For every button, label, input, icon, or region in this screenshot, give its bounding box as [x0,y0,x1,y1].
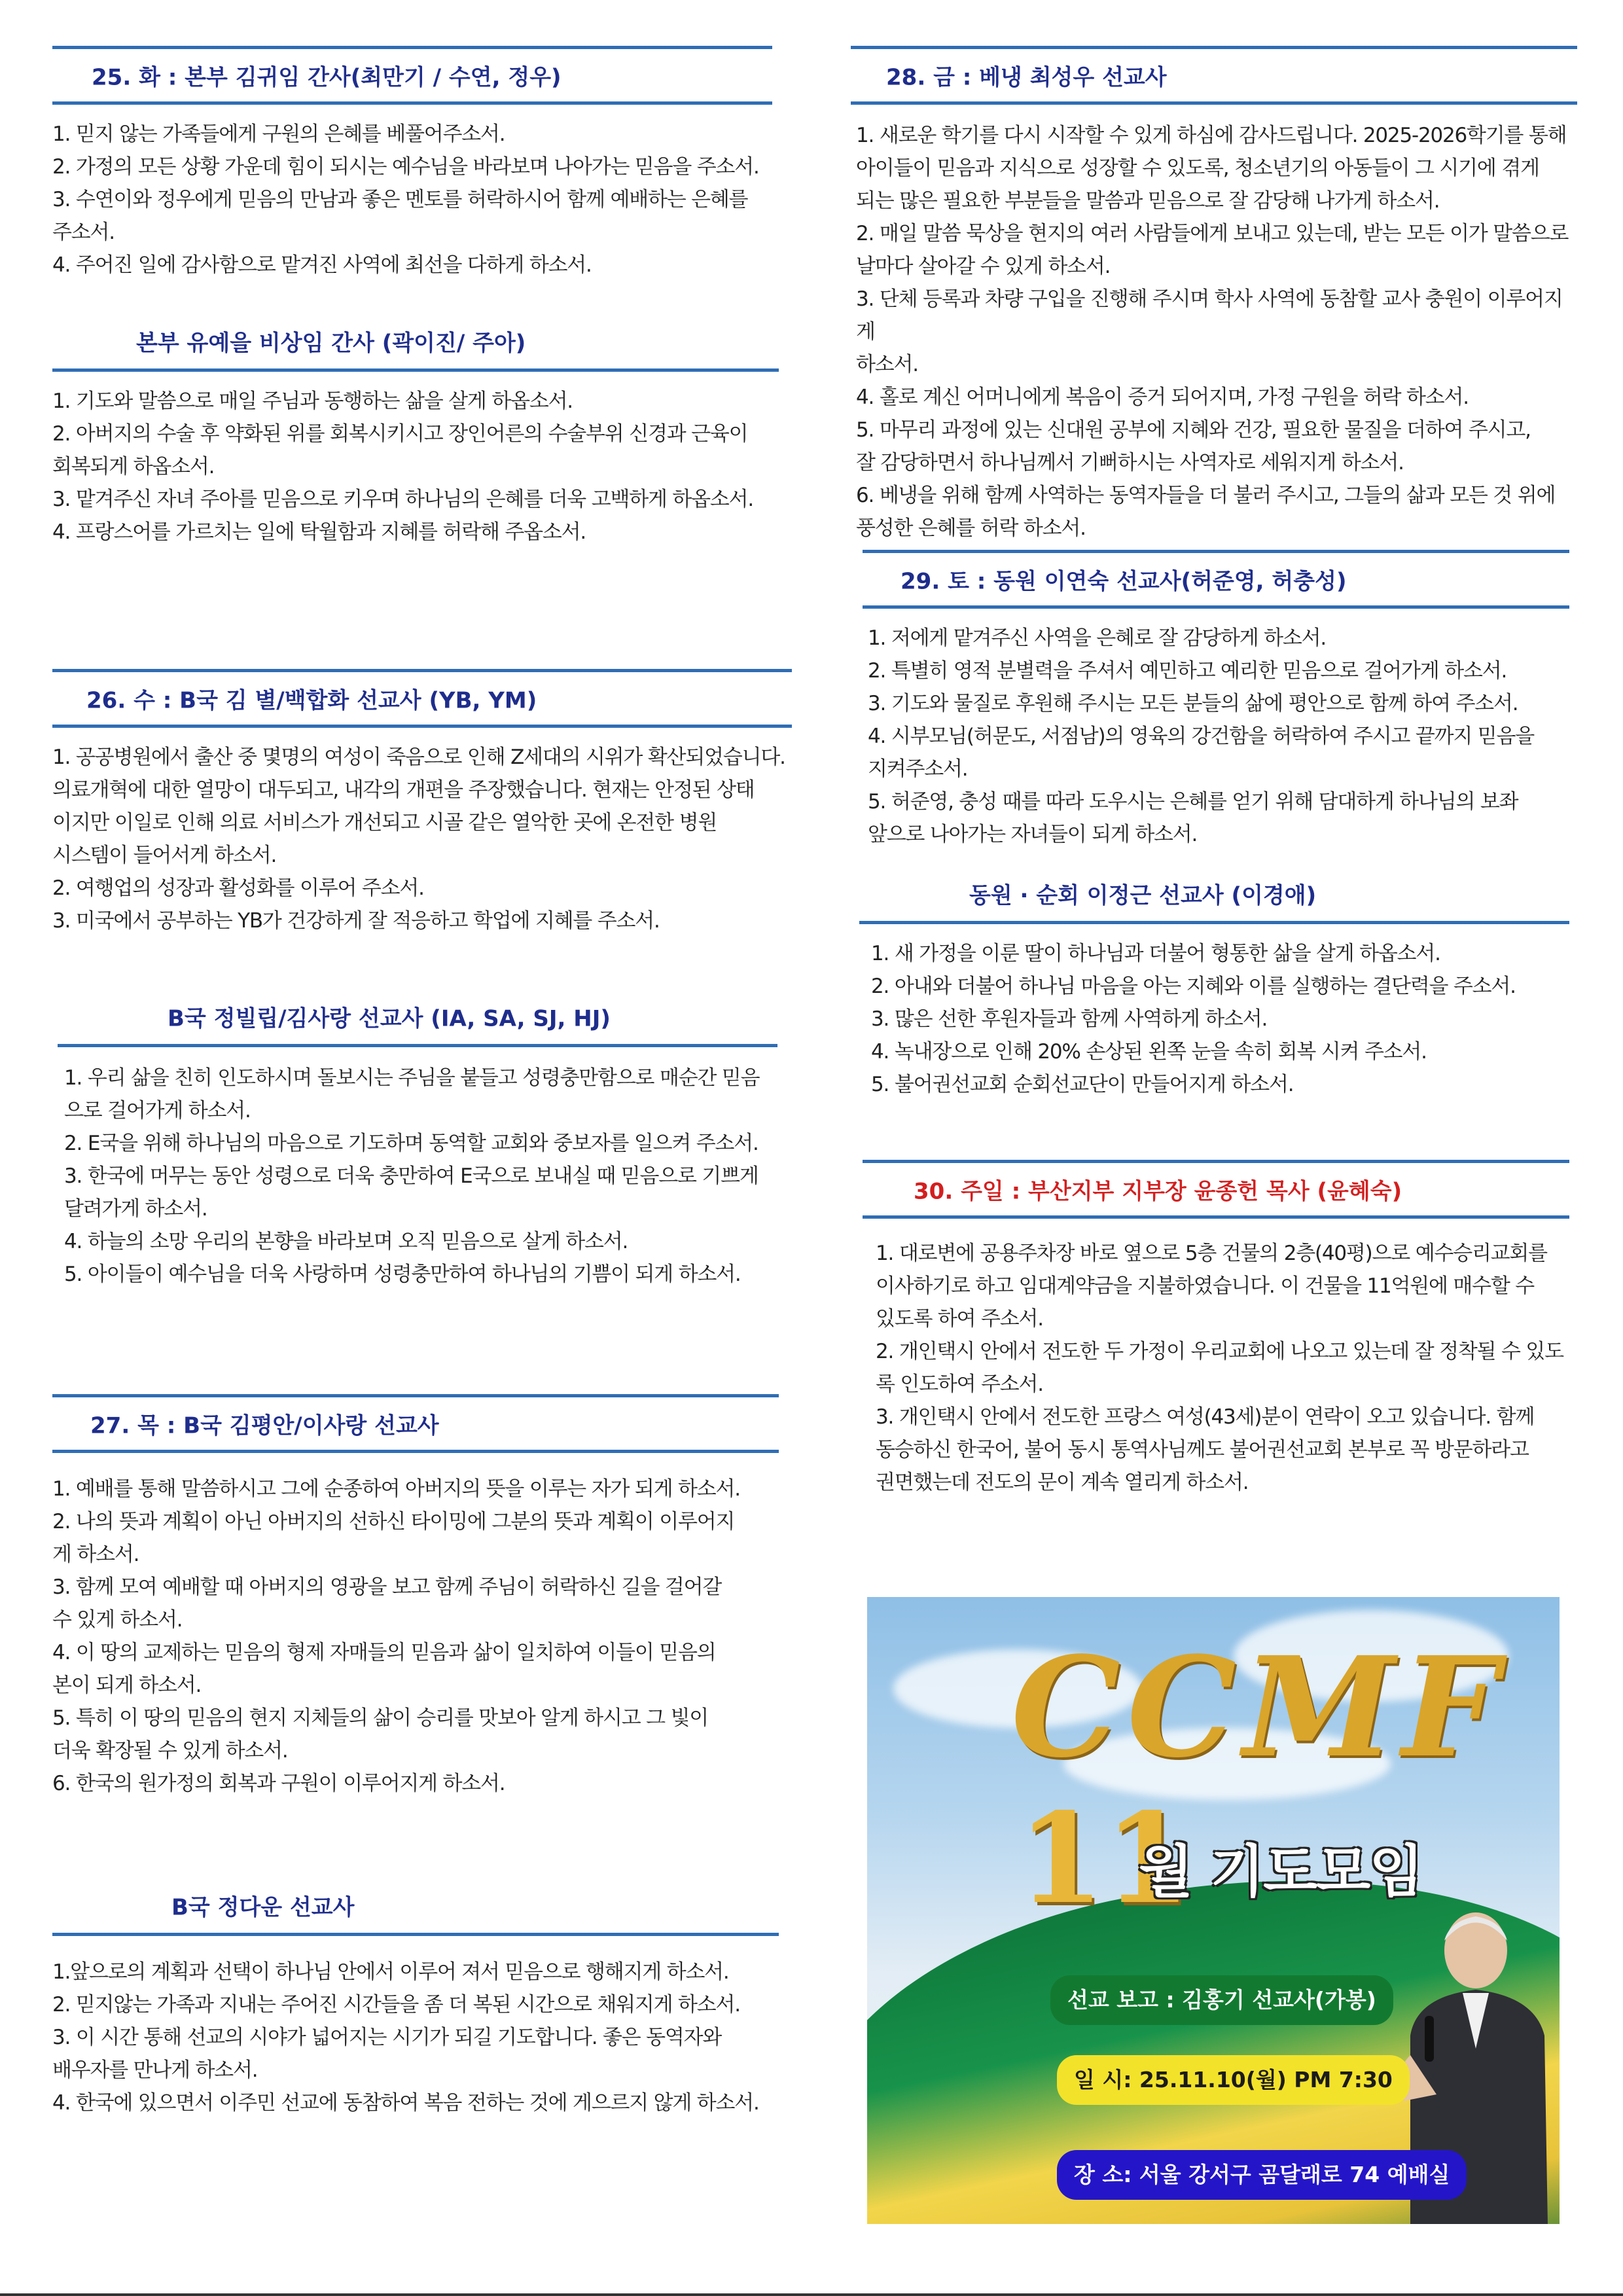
list-item: 6. 한국의 원가정의 회복과 구원이 이루어지게 하소서. [52,1772,505,1795]
list-item: 3. 단체 등록과 차량 구입을 진행해 주시며 학사 사역에 동참할 교사 충원이 이루어지게 하소서. [856,287,1563,376]
list-item: 1. 기도와 말씀으로 매일 주님과 동행하는 삶을 살게 하옵소서. [52,389,573,413]
section-header [851,46,1577,105]
list-item: 1. 저에게 맡겨주신 사역을 은혜로 잘 감당하게 하소서. [868,626,1327,650]
section-30 [863,1160,1569,1499]
list-item: 4. 프랑스어를 가르치는 일에 탁월함과 지혜를 허락해 주옵소서. [52,520,586,544]
section-27 [52,1394,779,1800]
list-item: 3. 개인택시 안에서 전도한 프랑스 여성(43세)분이 연락이 오고 있습니다. 함께 동승하신 한국어, 불어 동시 통역사님께도 불어권선교회 본부로 꼭 방문하라고 권면했는데 전도의 문이 계속 열리게 하소서. [876,1405,1535,1494]
section-header [52,46,772,105]
section-28 [851,46,1577,545]
section-header [859,865,1569,924]
list-item: 2. 여행업의 성장과 활성화를 이루어 주소서. [52,876,424,900]
prayer-list [856,119,1577,545]
prayer-list [876,1237,1569,1499]
list-item: 1. 새로운 학기를 다시 시작할 수 있게 하심에 감사드립니다. 2025-2026학기를 통해 아이들이 믿음과 지식으로 성장할 수 있도록, 청소년기의 아동들이 그 시기에 겪게 되는 많은 필요한 부분들을 말씀과 믿음으로 잘 감당해 나가게 하소서. [856,124,1567,213]
list-item: 3. 맡겨주신 자녀 주아를 믿음으로 키우며 하나님의 은혜를 더욱 고백하게 하옵소서. [52,488,753,511]
section-title: 28. 금 : 베냉 최성우 선교사 [886,64,1167,91]
list-item: 4. 한국에 있으면서 이주민 선교에 동참하여 복음 전하는 것에 게으르지 않게 하소서. [52,2091,759,2115]
list-item: 5. 마무리 과정에 있는 신대원 공부에 지혜와 건강, 필요한 물질을 더하여 주시고, 잘 감당하면서 하나님께서 기뻐하시는 사역자로 세워지게 하소서. [856,418,1531,475]
report-badge: 선교 보고 : 김홍기 선교사(가봉) [1050,1975,1393,2025]
list-item: 2. 개인택시 안에서 전도한 두 가정이 우리교회에 나오고 있는데 잘 정착될 수 있도 록 인도하여 주소서. [876,1340,1563,1396]
list-item: 2. 특별히 영적 분별력을 주셔서 예민하고 예리한 믿음으로 걸어가게 하소서. [868,659,1507,683]
list-item: 3. 함께 모여 예배할 때 아버지의 영광을 보고 함께 주님이 허락하신 길을 걸어갈 수 있게 하소서. [52,1575,722,1632]
section-title: 27. 목 : B국 김평안/이사랑 선교사 [90,1412,439,1439]
ccmf-logo: CCMF [1011,1626,1506,1788]
section-header [52,313,779,372]
list-item: 3. 기도와 물질로 후원해 주시는 모든 분들의 삶에 평안으로 함께 하여 주소서. [868,692,1518,715]
list-item: 4. 이 땅의 교제하는 믿음의 형제 자매들의 믿음과 삶이 일치하여 이들이 믿음의 본이 되게 하소서. [52,1641,716,1697]
list-item: 2. 믿지않는 가족과 지내는 주어진 시간들을 좀 더 복된 시간으로 채워지게 하소서. [52,1993,740,2017]
list-item: 1.앞으로의 계획과 선택이 하나님 안에서 이루어 져서 믿음으로 행해지게 하소서. [52,1960,729,1984]
section-header [52,669,792,728]
list-item: 5. 허준영, 충성 때를 따라 도우시는 은혜를 얻기 위해 담대하게 하나님의 보좌 앞으로 나아가는 자녀들이 되게 하소서. [868,790,1518,846]
section-25b [52,313,779,548]
prayer-list [871,937,1569,1101]
section-26b [58,988,777,1291]
list-item: 1. 믿지 않는 가족들에게 구원의 은혜를 베풀어주소서. [52,122,505,146]
section-27b [52,1877,779,2119]
list-item: 1. 우리 삶을 친히 인도하시며 돌보시는 주님을 붙들고 성령충만함으로 매순간 믿음 으로 걸어가게 하소서. [64,1066,760,1122]
list-item: 5. 특히 이 땅의 믿음의 현지 지체들의 삶이 승리를 맛보아 알게 하시고 그 빛이 더욱 확장될 수 있게 하소서. [52,1706,709,1763]
list-item: 4. 주어진 일에 감사함으로 맡겨진 사역에 최선을 다하게 하소서. [52,253,592,277]
prayer-list [52,1473,779,1800]
list-item: 2. 나의 뜻과 계획이 아닌 아버지의 선하신 타이밍에 그분의 뜻과 계획이 이루어지 게 하소서. [52,1510,735,1566]
prayer-list [868,622,1569,851]
section-header [863,1160,1569,1219]
section-title: B국 정다운 선교사 [171,1894,355,1920]
list-item: 1. 예배를 통해 말씀하시고 그에 순종하여 아버지의 뜻을 이루는 자가 되게 하소서. [52,1477,740,1501]
section-26 [52,669,792,937]
section-25 [52,46,772,281]
list-item: 4. 녹내장으로 인해 20% 손상된 왼쪽 눈을 속히 회복 시켜 주소서. [871,1040,1427,1064]
month-number: 11 [1018,1785,1191,1931]
section-title: 29. 토 : 동원 이연숙 선교사(허준영, 허충성) [901,568,1347,595]
datetime-badge: 일 시: 25.11.10(월) PM 7:30 [1057,2055,1410,2105]
section-title: 동원 · 순회 이정근 선교사 (이경애) [969,882,1317,908]
list-item: 2. 아버지의 수술 후 약화된 위를 회복시키시고 장인어른의 수술부위 신경과 근육이 회복되게 하옵소서. [52,422,748,478]
section-title: 25. 화 : 본부 김귀임 간사(최만기 / 수연, 정우) [92,64,562,91]
section-29b [859,865,1569,1101]
section-title: 26. 수 : B국 김 별/백합화 선교사 (YB, YM) [86,687,537,714]
prayer-list [52,118,772,281]
list-item: 1. 대로변에 공용주차장 바로 옆으로 5층 건물의 2층(40평)으로 예수승리교회를 이사하기로 하고 임대계약금을 지불하였습니다. 이 건물을 11억원에 매수할 수 있도록 하여 주소서. [876,1242,1547,1331]
list-item: 6. 베냉을 위해 함께 사역하는 동역자들을 더 불러 주시고, 그들의 삶과 모든 것 위에 풍성한 은혜를 허락 하소서. [856,484,1556,540]
list-item: 5. 아이들이 예수님을 더욱 사랑하며 성령충만하여 하나님의 기쁨이 되게 하소서. [64,1263,741,1286]
list-item: 2. E국을 위해 하나님의 마음으로 기도하며 동역할 교회와 중보자를 일으켜 주소서. [64,1132,758,1155]
list-item: 3. 한국에 머무는 동안 성령으로 더욱 충만하여 E국으로 보내실 때 믿음으로 기쁘게 달려가게 하소서. [64,1164,758,1221]
list-item: 4. 시부모님(허문도, 서점남)의 영육의 강건함을 허락하여 주시고 끝까지 믿음을 지켜주소서. [868,725,1534,781]
section-header [52,1877,779,1936]
section-header [52,1394,779,1453]
prayer-list [52,741,792,937]
section-title: 본부 유예을 비상임 간사 (곽이진/ 주아) [136,330,526,356]
section-29 [863,550,1569,851]
list-item: 1. 새 가정을 이룬 딸이 하나님과 더불어 형통한 삶을 살게 하옵소서. [871,942,1440,965]
prayer-list [52,385,779,548]
section-header [863,550,1569,609]
list-item: 5. 불어권선교회 순회선교단이 만들어지게 하소서. [871,1073,1294,1096]
list-item: 3. 이 시간 통해 선교의 시야가 넓어지는 시기가 되길 기도합니다. 좋은 동역자와 배우자를 만나게 하소서. [52,2026,722,2082]
list-item: 3. 미국에서 공부하는 YB가 건강하게 잘 적응하고 학업에 지혜를 주소서. [52,909,660,933]
place-badge: 장 소: 서울 강서구 곰달래로 74 예배실 [1057,2150,1467,2200]
list-item: 2. 아내와 더불어 하나님 마음을 아는 지혜와 이를 실행하는 결단력을 주소서. [871,975,1516,998]
prayer-list [52,1956,779,2119]
list-item: 3. 많은 선한 후원자들과 함께 사역하게 하소서. [871,1007,1268,1031]
prayer-list [64,1062,777,1291]
meeting-title: 월 기도모임 [1139,1839,1423,1905]
list-item: 2. 가정의 모든 상황 가운데 힘이 되시는 예수님을 바라보며 나아가는 믿음을 주소서. [52,155,759,179]
list-item: 4. 홀로 계신 어머니에게 복음이 증거 되어지며, 가정 구원을 허락 하소서. [856,386,1469,409]
list-item: 2. 매일 말씀 묵상을 현지의 여러 사람들에게 보내고 있는데, 받는 모든 이가 말씀으로 날마다 살아갈 수 있게 하소서. [856,222,1569,278]
list-item: 4. 하늘의 소망 우리의 본향을 바라보며 오직 믿음으로 살게 하소서. [64,1230,628,1253]
prayer-meeting-poster [867,1597,1560,2224]
list-item: 1. 공공병원에서 출산 중 몇명의 여성이 죽음으로 인해 Z세대의 시위가 확산되었습니다. 의료개혁에 대한 열망이 대두되고, 내각의 개편을 주장했습니다. 현재는 안정된 상태 이지만 이일로 인해 의료 서비스가 개선되고 시골 같은 열악한 곳에 온전한 병원 시스템이 들어서게 하소서. [52,745,785,867]
list-item: 3. 수연이와 정우에게 믿음의 만남과 좋은 멘토를 허락하시어 함께 예배하는 은혜를 주소서. [52,188,748,244]
section-header [58,988,777,1047]
page-bottom-divider [0,2293,1623,2296]
section-title: B국 정빌립/김사랑 선교사 (IA, SA, SJ, HJ) [168,1005,611,1031]
section-title: 30. 주일 : 부산지부 지부장 윤종헌 목사 (윤혜숙) [914,1178,1402,1205]
